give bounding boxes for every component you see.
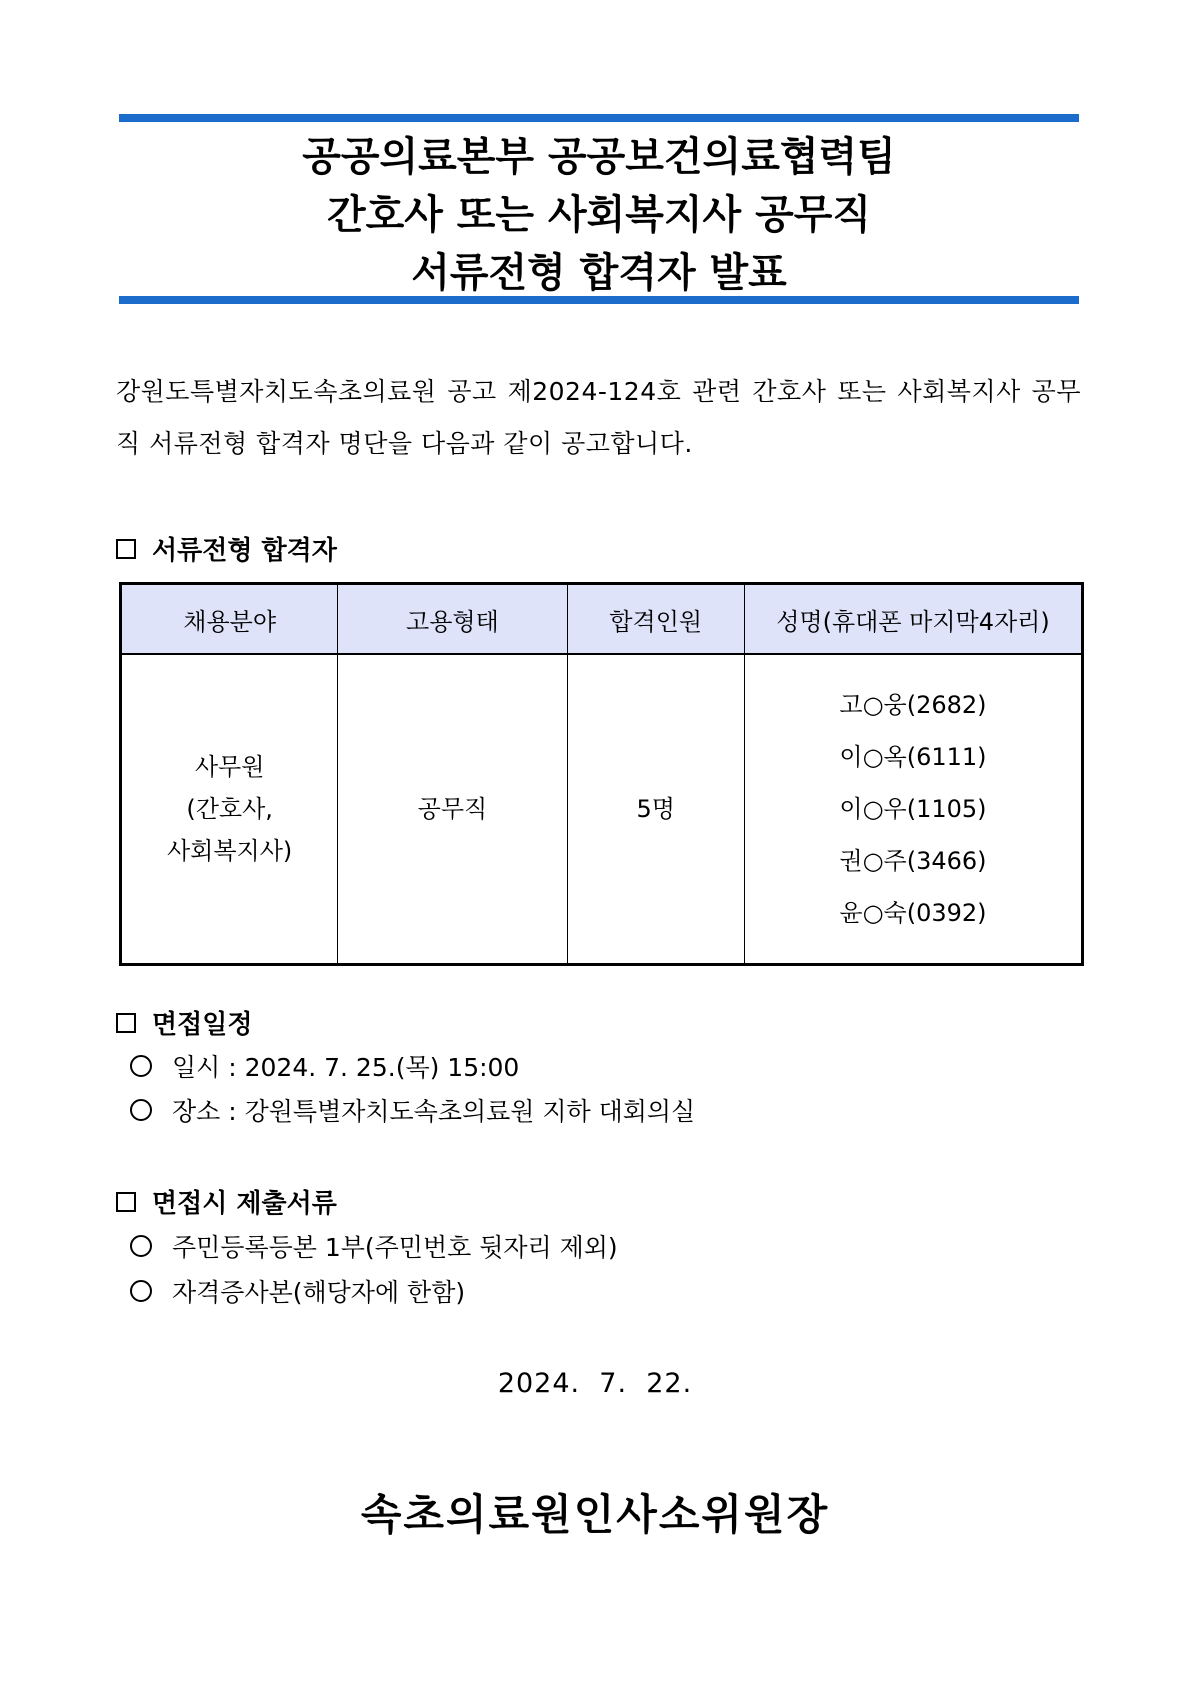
title-top-bar: [119, 114, 1079, 122]
page-title: [119, 128, 1079, 302]
circle-bullet-icon: [130, 1099, 152, 1121]
checkbox-square-icon: [116, 1192, 136, 1212]
title-line-1: 공공의료본부 공공보건의료협력팀: [302, 134, 896, 180]
circle-bullet-icon: [130, 1235, 152, 1257]
cell-names: [744, 654, 1082, 965]
announcement-date: 2024. 7. 22.: [497, 1368, 693, 1399]
section-heading-text: 면접시 제출서류: [152, 1189, 337, 1219]
column-header: 채용분야: [121, 584, 338, 655]
checkbox-square-icon: [116, 1013, 136, 1033]
list-item-text: 자격증사본(해당자에 한함): [172, 1278, 466, 1307]
field-line: 사무원: [194, 753, 265, 781]
list-item: [130, 1273, 465, 1309]
list-item-text: 장소 : 강원특별자치도속초의료원 지하 대회의실: [172, 1097, 696, 1126]
cell-count: 5명: [567, 654, 744, 965]
table-row: [121, 654, 1083, 965]
column-header: 합격인원: [567, 584, 744, 655]
results-table: [119, 582, 1084, 966]
column-header: 성명(휴대폰 마지막4자리): [744, 584, 1082, 655]
passer-name: 윤○숙(0392): [839, 899, 987, 927]
passer-name: 고○웅(2682): [839, 691, 987, 719]
list-item-text: 일시 : 2024. 7. 25.(목) 15:00: [172, 1053, 520, 1082]
section-heading-documents: [116, 1183, 337, 1220]
circle-bullet-icon: [130, 1280, 152, 1302]
section-heading-interview-schedule: [116, 1004, 252, 1041]
checkbox-square-icon: [116, 539, 136, 559]
passer-name: 이○우(1105): [839, 795, 987, 823]
field-line: 사회복지사): [167, 837, 293, 865]
signature: 속초의료원인사소위원장: [360, 1490, 830, 1539]
intro-paragraph: 강원도특별자치도속초의료원 공고 제2024-124호 관련 간호사 또는 사회복지사 공무직 서류전형 합격자 명단을 다음과 같이 공고합니다.: [116, 377, 1081, 458]
list-item: [130, 1092, 695, 1128]
circle-bullet-icon: [130, 1055, 152, 1077]
cell-employment-type: 공무직: [338, 654, 567, 965]
section-heading-text: 면접일정: [152, 1010, 253, 1040]
column-header: 고용형태: [338, 584, 567, 655]
section-heading-text: 서류전형 합격자: [152, 536, 337, 566]
field-line: (간호사,: [186, 795, 273, 823]
cell-field: [121, 654, 338, 965]
passer-name: 이○옥(6111): [839, 743, 987, 771]
title-line-2: 간호사 또는 사회복지사 공무직: [326, 192, 872, 238]
table-header-row: [121, 584, 1083, 655]
passer-name: 권○주(3466): [839, 847, 987, 875]
section-heading-passers: [116, 530, 337, 567]
title-line-3: 서류전형 합격자 발표: [411, 250, 787, 296]
list-item: [130, 1228, 618, 1264]
list-item: [130, 1048, 519, 1084]
list-item-text: 주민등록등본 1부(주민번호 뒷자리 제외): [172, 1233, 618, 1262]
title-bottom-bar: [119, 296, 1079, 304]
